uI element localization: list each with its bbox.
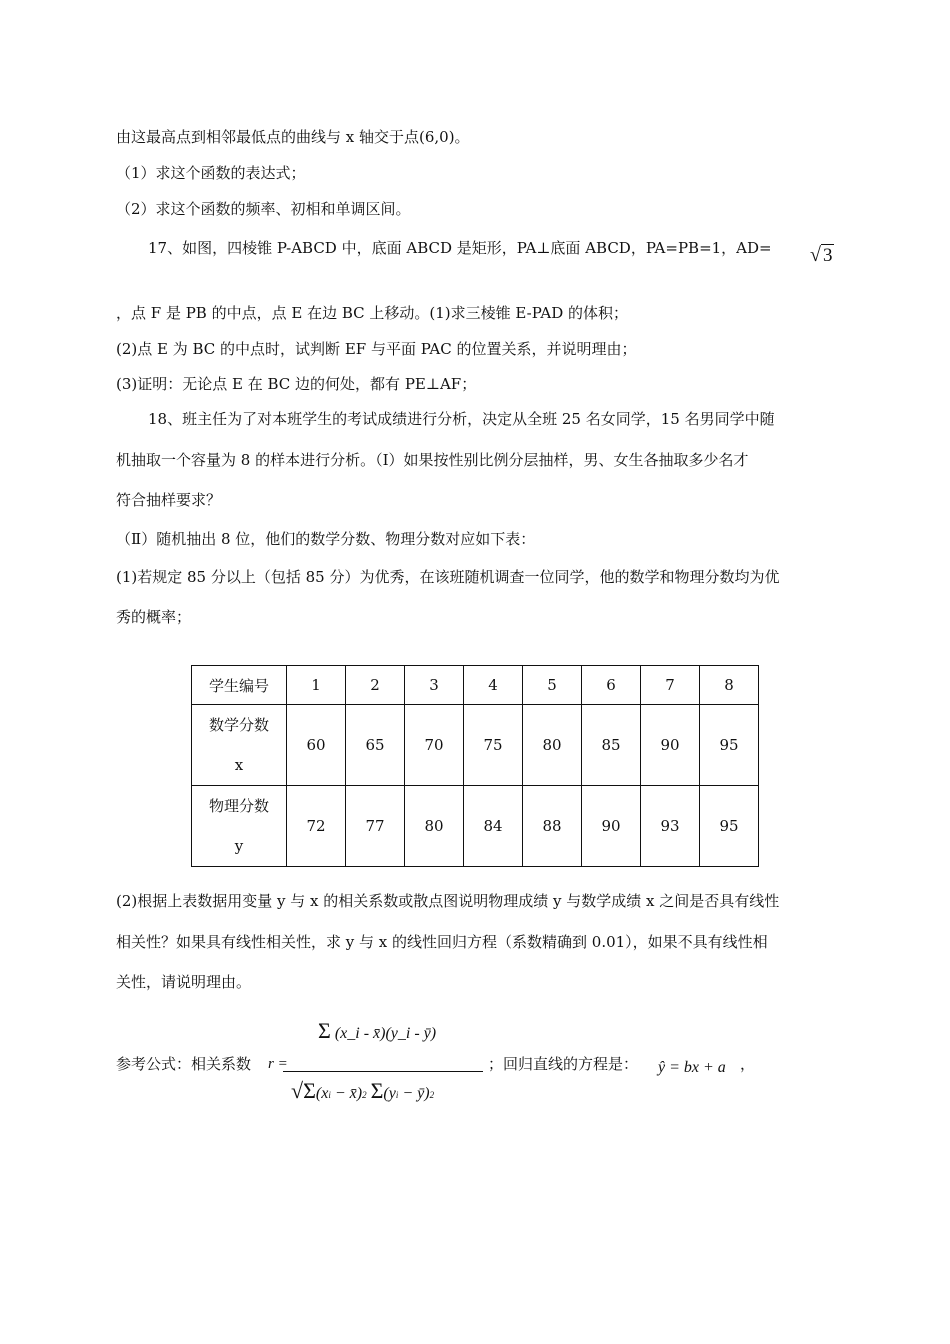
table-cell: 70	[405, 705, 464, 786]
table-row-math	[192, 705, 759, 786]
problem-18-line: 18、班主任为了对本班学生的考试成绩进行分析，决定从全班 25 名女同学，15 名男同学中随	[148, 410, 775, 428]
formula-suffix: ，	[740, 1055, 756, 1073]
score-table	[191, 665, 759, 867]
formula-prefix: 参考公式：相关系数	[116, 1055, 252, 1073]
table-cell: 7	[641, 666, 700, 705]
text-line-14: (2)根据上表数据用变量 y 与 x 的相关系数或散点图说明物理成绩 y 与数学成绩 x 之间是否具有线性	[116, 892, 780, 910]
table-cell: 84	[464, 786, 523, 867]
table-cell: 72	[287, 786, 346, 867]
text-line-2: （1）求这个函数的表达式；	[116, 164, 306, 182]
text-line-9: 机抽取一个容量为 8 的样本进行分析。（Ⅰ）如果按性别比例分层抽样，男、女生各抽取多少名才	[116, 451, 749, 469]
numerator-expression: (x_i - x̄)(y_i - ȳ)	[334, 1025, 437, 1042]
text-line-10: 符合抽样要求？	[116, 491, 222, 509]
sqrt-radicand: 3	[822, 245, 833, 266]
table-cell: 60	[287, 705, 346, 786]
table-header-label: 学生编号	[192, 666, 287, 705]
math-var: x	[234, 756, 244, 774]
formula-r: r =	[268, 1056, 288, 1072]
fraction-numerator	[318, 1018, 436, 1044]
table-cell: 1	[287, 666, 346, 705]
text-line-12: (1)若规定 85 分以上（包括 85 分）为优秀，在该班随机调查一位同学，他的数学和物理分数均为优	[116, 568, 780, 586]
table-cell: 65	[346, 705, 405, 786]
fraction-bar	[283, 1071, 483, 1072]
regression-equation: ŷ = bx + a	[658, 1059, 726, 1076]
table-cell: 75	[464, 705, 523, 786]
text-line-5: ，点 F 是 PB 的中点，点 E 在边 BC 上移动。(1)求三棱锥 E-PAD 的体积；	[116, 304, 629, 322]
table-cell: 5	[523, 666, 582, 705]
table-row-phys	[192, 786, 759, 867]
table-cell: 88	[523, 786, 582, 867]
table-cell: 95	[700, 786, 759, 867]
text-line-15: 相关性？如果具有线性相关性，求 y 与 x 的线性回归方程（系数精确到 0.01），如果不具有线性相	[116, 933, 768, 951]
table-cell: 8	[700, 666, 759, 705]
text-line-1: 由这最高点到相邻最低点的曲线与 x 轴交于点(6,0)。	[116, 128, 470, 146]
table-cell: 3	[405, 666, 464, 705]
text-line-3: （2）求这个函数的频率、初相和单调区间。	[116, 200, 411, 218]
text-line-11: （Ⅱ）随机抽出 8 位，他们的数学分数、物理分数对应如下表：	[116, 530, 536, 548]
radical-icon: √	[291, 1078, 304, 1103]
table-cell: 90	[582, 786, 641, 867]
table-cell: 93	[641, 786, 700, 867]
problem-17-line: 17、如图，四棱锥 P-ABCD 中，底面 ABCD 是矩形，PA⊥底面 ABCD，PA=PB=1，AD=	[148, 239, 772, 257]
text-line-16: 关性，请说明理由。	[116, 973, 252, 991]
table-cell: 80	[523, 705, 582, 786]
text-line-6: (2)点 E 为 BC 的中点时，试判断 EF 与平面 PAC 的位置关系，并说明理由；	[116, 340, 637, 358]
table-cell: 77	[346, 786, 405, 867]
table-cell: 80	[405, 786, 464, 867]
sqrt-three: √ 3	[810, 244, 833, 266]
table-cell: 95	[700, 705, 759, 786]
table-cell: 90	[641, 705, 700, 786]
table-row-ids	[192, 666, 759, 705]
text-line-7: (3)证明：无论点 E 在 BC 边的何处，都有 PE⊥AF；	[116, 375, 477, 393]
sigma-icon: Σ	[303, 1078, 316, 1103]
phys-var: y	[234, 837, 244, 855]
table-cell: 2	[346, 666, 405, 705]
table-cell: 6	[582, 666, 641, 705]
phys-label-cell	[192, 786, 287, 867]
formula-middle: ；回归直线的方程是：	[488, 1055, 639, 1073]
math-label-cell	[192, 705, 287, 786]
table-cell: 85	[582, 705, 641, 786]
math-label: 数学分数	[208, 716, 269, 734]
sigma-icon: Σ	[370, 1078, 384, 1103]
phys-label: 物理分数	[208, 797, 269, 815]
table-cell: 4	[464, 666, 523, 705]
sigma-icon: Σ	[318, 1018, 331, 1043]
fraction-denominator: √Σ(xi − x̄)2 Σ(yi − ȳ)2	[291, 1078, 435, 1103]
text-line-13: 秀的概率；	[116, 608, 192, 626]
